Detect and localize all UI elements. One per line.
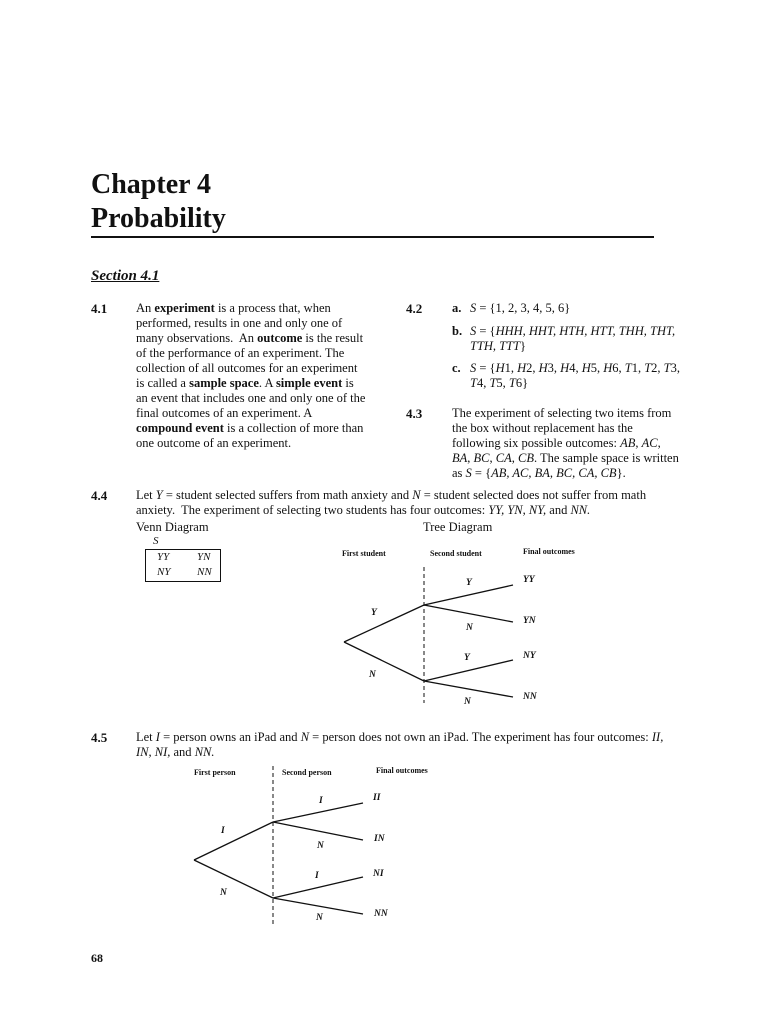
tree1-header-second: Second student [430, 549, 482, 558]
tree2-header-first: First person [194, 768, 236, 777]
tree1-first-y: Y [371, 608, 377, 618]
tree1-outcome-ny: NY [523, 651, 536, 661]
venn-cell-ny: NY [157, 566, 171, 578]
tree2-second-i-top: I [319, 796, 323, 806]
tree2-second-n-top: N [317, 841, 324, 851]
part-a-label: a. [452, 301, 462, 315]
tree2-branch-nn [273, 898, 363, 914]
tree1-branch-ny [424, 660, 513, 681]
problem-number-4-4: 4.4 [91, 488, 108, 503]
tree2-outcome-nn: NN [374, 909, 388, 919]
tree2-branch-i [194, 822, 273, 860]
tree1-outcome-yn: YN [523, 616, 536, 626]
tree1-second-n-top: N [466, 623, 473, 633]
tree2-outcome-in: IN [374, 834, 385, 844]
tree2-second-n-bottom: N [316, 913, 323, 923]
tree2-outcome-ii: II [373, 793, 381, 803]
tree1-branch-yn [424, 605, 513, 622]
problem-4-1-text: An experiment is a process that, when performed, results in one and only one of many observations. An outcome is the result of the performance of an experiment. The collection of all outcomes for an experiment is called a sample space. A simple event is an event that includes one and only one of the final outcomes of an experiment. A compound event is a collection of more than one outcome of an experiment. [136, 301, 366, 450]
tree1-branch-n [344, 642, 424, 681]
tree2-first-n: N [220, 888, 227, 898]
problem-4-2b-text: S = {HHH, HHT, HTH, HTT, THH, THT, TTH, TTT} [470, 324, 676, 353]
tree1-branch-yy [424, 585, 513, 605]
tree1-first-n: N [369, 670, 376, 680]
tree1-second-n-bottom: N [464, 697, 471, 707]
problem-4-5-text: Let I = person owns an iPad and N = person does not own an iPad. The experiment has four outcomes: II, IN, NI, and NN. [136, 730, 664, 759]
venn-cell-yn: YN [197, 551, 211, 563]
venn-diagram-title: Venn Diagram [136, 520, 209, 534]
tree1-second-y-top: Y [466, 578, 472, 588]
part-c-label: c. [452, 361, 461, 375]
tree2-first-i: I [221, 826, 225, 836]
tree1-outcome-yy: YY [523, 575, 535, 585]
problem-number-4-1: 4.1 [91, 301, 108, 316]
tree1-outcome-nn: NN [523, 692, 537, 702]
tree2-header-second: Second person [282, 768, 332, 777]
tree2-branch-in [273, 822, 363, 840]
venn-cell-yy: YY [157, 551, 170, 563]
tree1-header-final: Final outcomes [523, 547, 575, 556]
chapter-title: Probability [91, 203, 226, 234]
tree2-branch-ii [273, 803, 363, 822]
problem-number-4-2: 4.2 [406, 301, 423, 316]
problem-number-4-3: 4.3 [406, 406, 423, 421]
tree1-header-first: First student [342, 549, 386, 558]
part-b-label: b. [452, 324, 463, 338]
problem-number-4-5: 4.5 [91, 730, 108, 745]
tree2-outcome-ni: NI [373, 869, 384, 879]
tree1-second-y-bottom: Y [464, 653, 470, 663]
problem-4-2c-text: S = {H1, H2, H3, H4, H5, H6, T1, T2, T3, T4, T5, T6} [470, 361, 680, 390]
venn-sample-space-label: S [153, 535, 159, 547]
page-number: 68 [91, 951, 103, 965]
section-heading: Section 4.1 [91, 268, 160, 284]
tree1-branch-y [344, 605, 424, 642]
problem-4-3-text: The experiment of selecting two items from the box without replacement has the following six possible outcomes: AB, AC, BA, BC, CA, CB. The sample space is written as S = {AB, AC, BA, BC, CA, CB}. [452, 406, 679, 480]
tree-diagram-title: Tree Diagram [423, 520, 493, 534]
venn-cell-nn: NN [197, 566, 212, 578]
tree1-branch-nn [424, 681, 513, 697]
tree2-second-i-bottom: I [315, 871, 319, 881]
tree2-header-final: Final outcomes [376, 766, 428, 775]
problem-4-4-text: Let Y = student selected suffers from math anxiety and N = student selected does not suffer from math anxiety. The experiment of selecting two students has four outcomes: YY, YN, NY, and NN. [136, 488, 647, 517]
chapter-number: Chapter 4 [91, 169, 212, 200]
tree2-branch-n [194, 860, 273, 898]
problem-4-2a-text: S = {1, 2, 3, 4, 5, 6} [470, 301, 571, 315]
